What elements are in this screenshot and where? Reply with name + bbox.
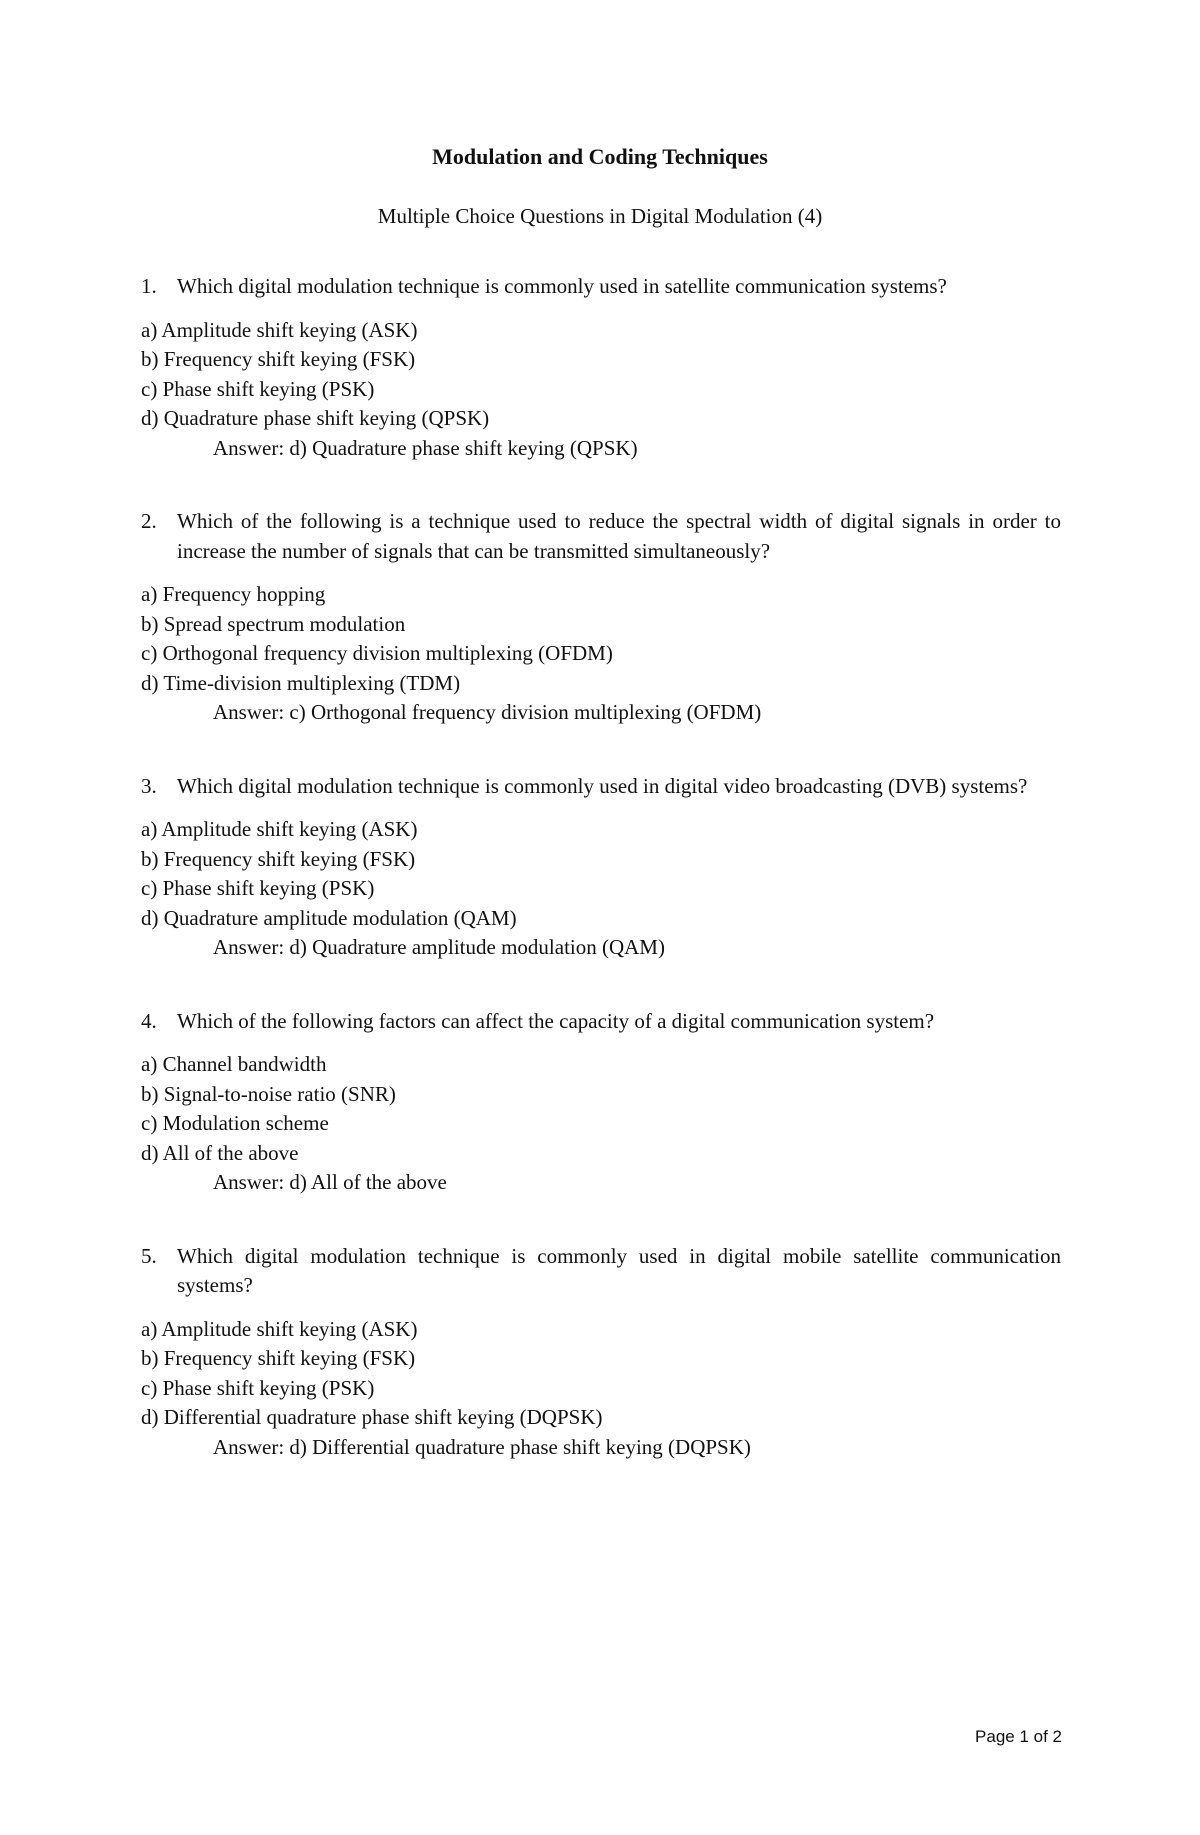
question-stem — [141, 772, 1061, 802]
option-list — [141, 1315, 1061, 1463]
answer-text: Answer: d) Quadrature amplitude modulation (QAM) — [213, 935, 665, 959]
option-a: a) Channel bandwidth — [141, 1052, 327, 1076]
option-c: c) Phase shift keying (PSK) — [141, 1375, 375, 1400]
option-list — [141, 1050, 1061, 1198]
option-b: b) Frequency shift keying (FSK) — [141, 1346, 416, 1370]
option-b: b) Frequency shift keying (FSK) — [141, 347, 416, 371]
question-number: 1. — [141, 274, 157, 298]
question-number: 2. — [141, 509, 157, 533]
option-list — [141, 316, 1061, 464]
option-d: d) All of the above — [141, 1140, 299, 1165]
option-b: b) Spread spectrum modulation — [141, 611, 406, 636]
question-number: 5. — [141, 1243, 157, 1268]
page-subtitle: Multiple Choice Questions in Digital Modulation (4) — [377, 204, 823, 228]
option-d: d) Quadrature amplitude modulation (QAM) — [141, 905, 517, 930]
question-text: Which of the following is a technique used to reduce the spectral width of digital signals in order to increase the number of signals that can be transmitted simultaneously? — [177, 509, 1061, 563]
answer-text: Answer: d) Differential quadrature phase shift keying (DQPSK) — [213, 1434, 751, 1459]
question-2 — [141, 507, 1061, 728]
question-stem — [141, 272, 1061, 302]
question-text: Which digital modulation technique is commonly used in satellite communication systems? — [177, 274, 947, 298]
option-a: a) Amplitude shift keying (ASK) — [141, 817, 418, 841]
option-c: c) Modulation scheme — [141, 1111, 329, 1135]
option-a: a) Amplitude shift keying (ASK) — [141, 317, 418, 342]
option-d: d) Time-division multiplexing (TDM) — [141, 670, 461, 695]
option-a: a) Amplitude shift keying (ASK) — [141, 1316, 418, 1341]
question-list — [141, 272, 1061, 1506]
question-stem — [141, 507, 1061, 566]
answer-text: Answer: d) Quadrature phase shift keying (QPSK) — [213, 435, 638, 460]
answer-text: Answer: d) All of the above — [213, 1170, 447, 1194]
option-d: d) Quadrature phase shift keying (QPSK) — [141, 406, 490, 430]
option-d: d) Differential quadrature phase shift keying (DQPSK) — [141, 1405, 603, 1429]
question-stem — [141, 1007, 1061, 1037]
question-5 — [141, 1242, 1061, 1463]
question-number: 4. — [141, 1008, 157, 1033]
option-a: a) Frequency hopping — [141, 582, 326, 606]
question-text: Which of the following factors can affect the capacity of a digital communication system? — [177, 1008, 935, 1033]
question-number: 3. — [141, 773, 157, 798]
option-c: c) Phase shift keying (PSK) — [141, 876, 375, 900]
option-list — [141, 580, 1061, 728]
question-text: Which digital modulation technique is commonly used in digital mobile satellite communication systems? — [177, 1243, 1061, 1297]
option-b: b) Signal-to-noise ratio (SNR) — [141, 1081, 396, 1106]
question-3 — [141, 772, 1061, 963]
option-b: b) Frequency shift keying (FSK) — [141, 846, 416, 871]
answer-text: Answer: c) Orthogonal frequency division multiplexing (OFDM) — [213, 700, 762, 724]
option-c: c) Phase shift keying (PSK) — [141, 376, 375, 401]
question-4 — [141, 1007, 1061, 1198]
question-stem — [141, 1242, 1061, 1301]
option-c: c) Orthogonal frequency division multiplexing (OFDM) — [141, 641, 613, 665]
question-text: Which digital modulation technique is commonly used in digital video broadcasting (DVB) systems? — [177, 773, 1028, 798]
page-number: Page 1 of 2 — [975, 1727, 1062, 1746]
question-1 — [141, 272, 1061, 463]
option-list — [141, 815, 1061, 963]
page-title: Modulation and Coding Techniques — [432, 144, 768, 169]
